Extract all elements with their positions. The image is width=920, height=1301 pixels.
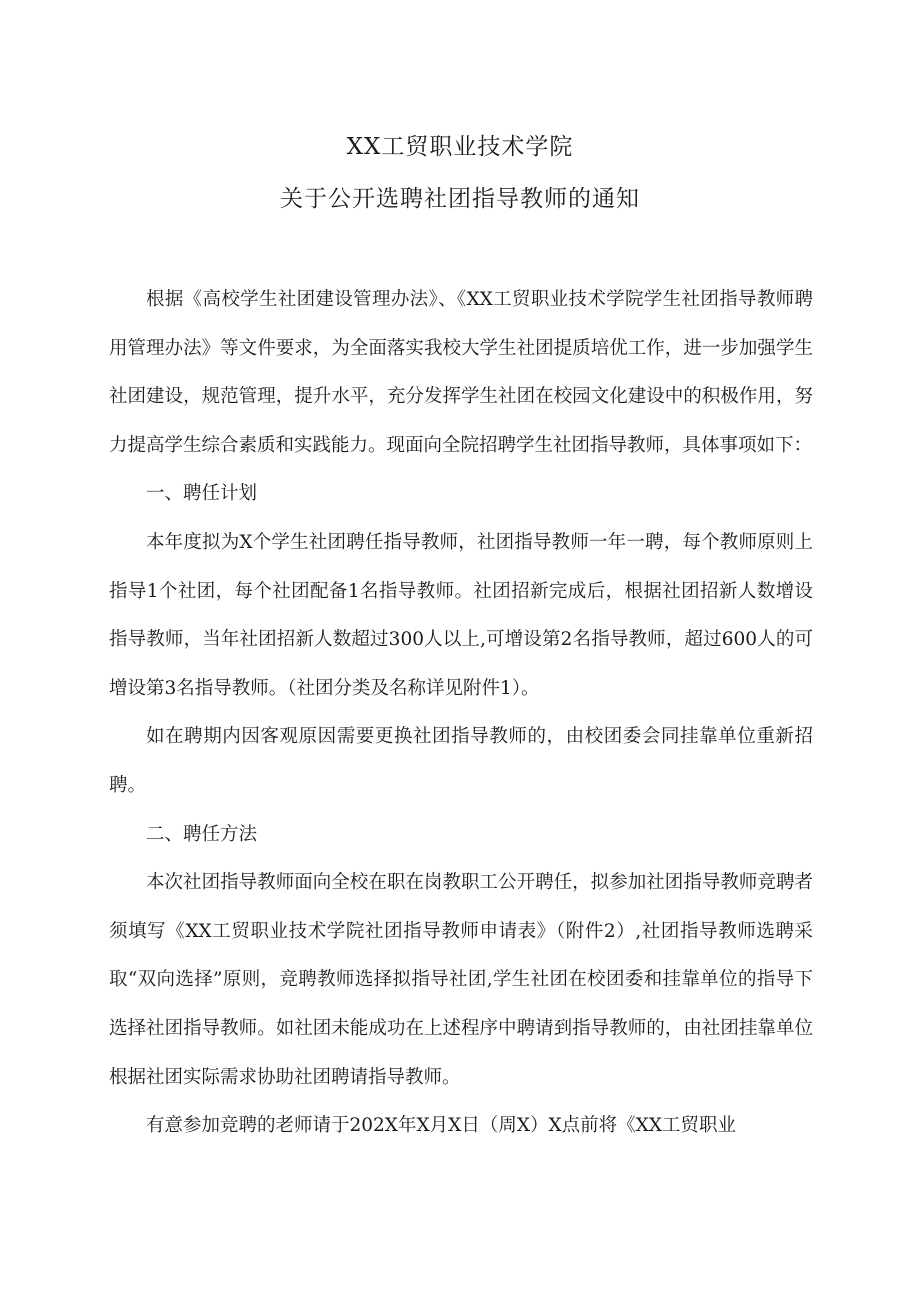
- replacement-paragraph: 如在聘期内因客观原因需要更换社团指导教师的，由校团委会同挂靠单位重新招聘。: [109, 726, 813, 796]
- document-title-institution: XX工贸职业技术学院: [346, 134, 574, 160]
- hiring-method-paragraph: 本次社团指导教师面向全校在职在岗教职工公开聘任，拟参加社团指导教师竞聘者须填写《XX工贸职业技术学院社团指导教师申请表》（附件2）,社团指导教师选聘采取“双向选择”原则，竞聘教师选择拟指导社团,学生社团在校团委和挂靠单位的指导下选择社团指导教师。如社团未能成功在上述程序中聘请到指导教师的，由社团挂靠单位根据社团实际需求协助社团聘请指导教师。: [109, 872, 813, 1088]
- intro-paragraph: 根据《高校学生社团建设管理办法》、《XX工贸职业技术学院学生社团指导教师聘用管理办法》等文件要求，为全面落实我校大学生社团提质培优工作，进一步加强学生社团建设，规范管理，提升水平，充分发挥学生社团在校园文化建设中的积极作用，努力提高学生综合素质和实践能力。现面向全院招聘学生社团指导教师，具体事项如下：: [109, 289, 813, 456]
- document-body: [109, 276, 813, 1151]
- application-deadline-paragraph: 有意参加竞聘的老师请于202X年X月X日（周X）X点前将《XX工贸职业: [146, 1115, 737, 1137]
- hiring-plan-paragraph: 本年度拟为X个学生社团聘任指导教师，社团指导教师一年一聘，每个教师原则上指导1个社团，每个社团配备1名指导教师。社团招新完成后，根据社团招新人数增设指导教师，当年社团招新人数超过300人以上,可增设第2名指导教师，超过600人的可增设第3名指导教师。（社团分类及名称详见附件1）。: [109, 531, 813, 699]
- document-title-notice: 关于公开选聘社团指导教师的通知: [280, 186, 640, 212]
- section-heading-hiring-method: 二、聘任方法: [146, 823, 258, 845]
- section-heading-hiring-plan: 一、聘任计划: [146, 483, 258, 505]
